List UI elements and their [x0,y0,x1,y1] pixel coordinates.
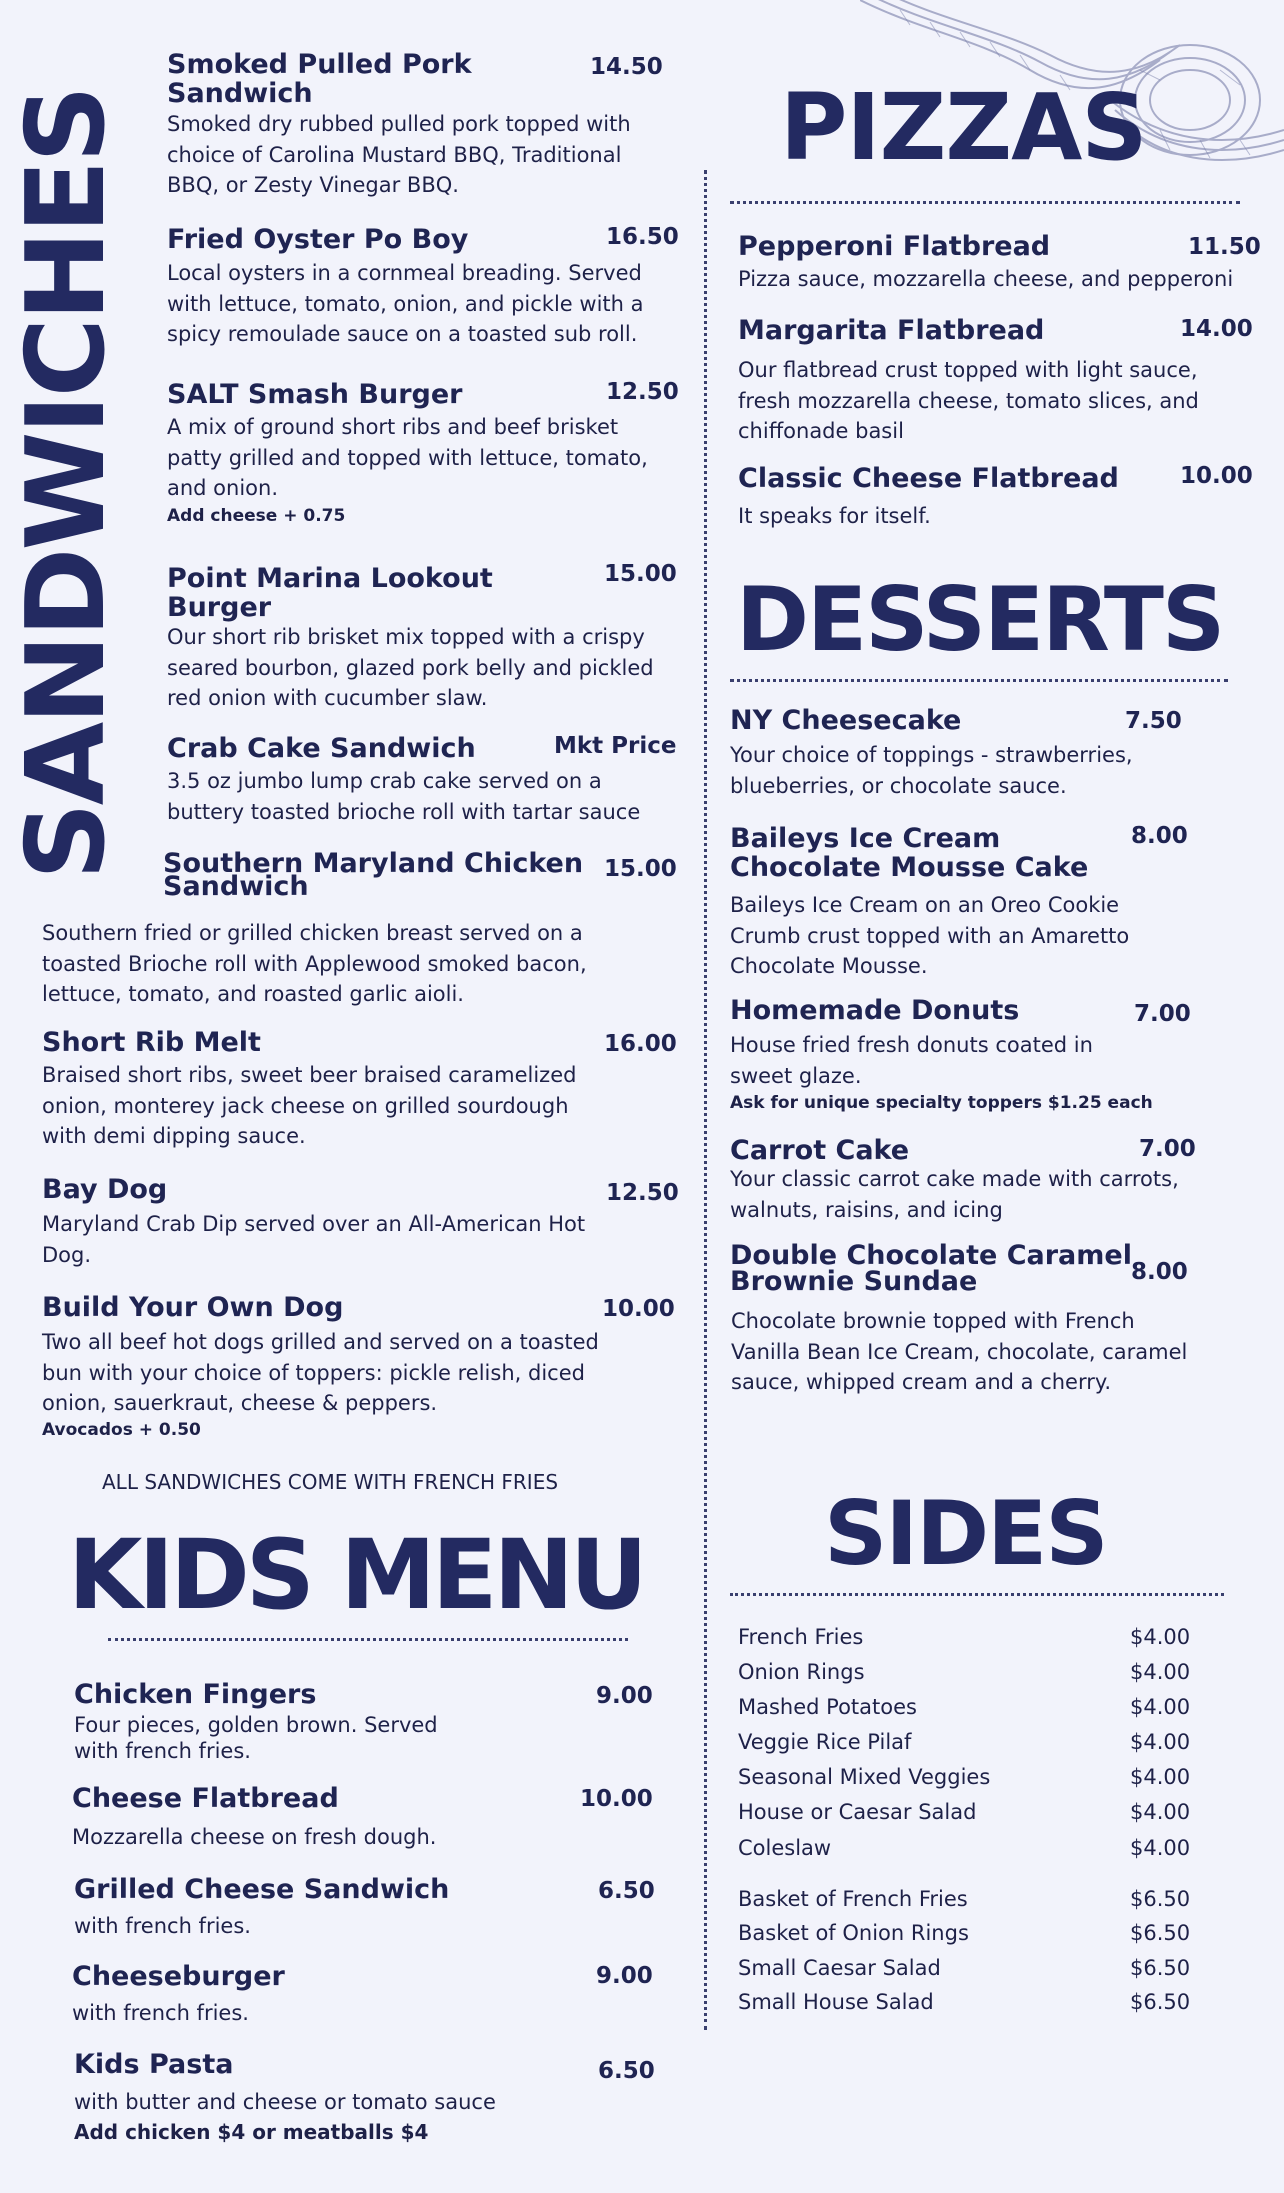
menu-item-name: Build Your Own Dog [42,1292,344,1323]
menu-item-name: Grilled Cheese Sandwich [74,1874,450,1905]
menu-item-desc: Our short rib brisket mix topped with a crispy seared bourbon, glazed pork belly and pickled red onion with cucumber slaw. [167,625,654,710]
menu-item-note: Add chicken $4 or meatballs $4 [74,2120,429,2144]
side-item-price: $4.00 [1130,1765,1191,1789]
menu-item-price: 12.50 [606,1180,679,1206]
menu-item-price: 9.00 [596,1683,653,1709]
desserts-divider [730,679,1228,682]
side-item-price: $4.00 [1130,1730,1191,1754]
side-item [738,1660,1208,1695]
menu-item-name: Bay Dog [42,1174,168,1205]
side-item-price: $6.50 [1130,1990,1191,2014]
menu-item-desc: Your classic carrot cake made with carrots, walnuts, raisins, and icing [730,1167,1179,1222]
sandwiches-heading: SANDWICHES [4,88,129,880]
side-item [738,1765,1208,1800]
menu-item-desc: Local oysters in a cornmeal breading. Served with lettuce, tomato, onion, and pickle with a spicy remoulade sauce on a toasted sub roll. [167,261,644,346]
side-item-price: $4.00 [1130,1660,1191,1684]
menu-item-name: Pepperoni Flatbread [738,231,1051,262]
side-item-name: House or Caesar Salad [738,1800,977,1824]
side-item-price: $4.00 [1130,1800,1191,1824]
menu-item-name: Margarita Flatbread [738,315,1045,346]
menu-item-desc: Baileys Ice Cream on an Oreo Cookie Crumb crust topped with an Amaretto Chocolate Mousse. [730,893,1130,978]
menu-item-desc: Braised short ribs, sweet beer braised caramelized onion, monterey jack cheese on grilled sourdough with demi dipping sauce. [42,1063,577,1148]
menu-item-desc: Southern fried or grilled chicken breast served on a toasted Brioche roll with Applewood smoked bacon, lettuce, tomato, and roasted garlic aioli. [42,921,587,1006]
pizzas-divider [730,201,1240,204]
menu-item-price: 7.50 [1125,708,1182,734]
side-item-name: Veggie Rice Pilaf [738,1730,912,1754]
menu-item-price: 7.00 [1139,1136,1196,1162]
menu-item-price: 16.50 [606,224,679,250]
menu-item-name: NY Cheesecake [730,705,962,736]
menu-item-price: 10.00 [580,1786,653,1812]
menu-item-desc: Our flatbread crust topped with light sauce, fresh mozzarella cheese, tomato slices, and chiffonade basil [738,358,1199,443]
side-item [738,1887,1208,1922]
menu-item-name: SALT Smash Burger [167,379,463,410]
menu-item-note: Ask for unique specialty toppers $1.25 each [730,1093,1153,1113]
menu-item-note: Avocados + 0.50 [42,1420,201,1440]
side-item [738,1695,1208,1730]
menu-item-desc: Mozzarella cheese on fresh dough. [72,1825,437,1849]
side-item [738,1730,1208,1765]
menu-item-name: Kids Pasta [74,2049,234,2080]
menu-item-price: 16.00 [604,1031,677,1057]
side-item [738,1625,1208,1660]
menu-item-desc: Four pieces, golden brown. Served with french fries. [74,1713,438,1763]
menu-item-price: 6.50 [598,2058,655,2084]
desserts-heading: DESSERTS [736,568,1224,671]
sides-heading: SIDES [824,1482,1107,1585]
menu-item-name: Chicken Fingers [74,1679,317,1710]
menu-item-price: 14.00 [1180,316,1253,342]
menu-item-price: 8.00 [1131,823,1188,849]
menu-item-name: Crab Cake Sandwich [167,733,476,764]
menu-item-price: 10.00 [602,1296,675,1322]
side-item-name: Onion Rings [738,1660,865,1684]
side-item-name: French Fries [738,1625,864,1649]
side-item [738,1800,1208,1835]
side-item-price: $6.50 [1130,1956,1191,1980]
menu-item-name: Fried Oyster Po Boy [167,224,469,255]
side-item-name: Small House Salad [738,1990,934,2014]
side-item [738,1956,1208,1991]
side-item-name: Mashed Potatoes [738,1695,917,1719]
side-item-price: $4.00 [1130,1625,1191,1649]
side-item-name: Basket of French Fries [738,1887,968,1911]
menu-item-price: 11.50 [1188,234,1261,260]
side-item [738,1836,1208,1871]
menu-item-price: 12.50 [606,379,679,405]
kids-menu-heading: KIDS MENU [68,1519,644,1631]
side-item-price: $4.00 [1130,1836,1191,1860]
menu-item-desc: It speaks for itself. [738,504,931,528]
menu-item-desc: 3.5 oz jumbo lump crab cake served on a buttery toasted brioche roll with tartar sauce [167,769,641,824]
menu-item-note: Add cheese + 0.75 [167,506,346,526]
menu-item-desc: with french fries. [72,2001,249,2025]
menu-item-price: 15.00 [604,856,677,882]
side-item-price: $4.00 [1130,1695,1191,1719]
menu-item-name: Baileys Ice Cream Chocolate Mousse Cake [730,823,1089,883]
side-item-name: Coleslaw [738,1836,832,1860]
menu-item-name: Cheeseburger [72,1961,285,1992]
side-item-price: $6.50 [1130,1887,1191,1911]
menu-item-name: Double Chocolate Caramel Brownie Sundae [730,1240,1132,1297]
menu-item-price: 15.00 [604,561,677,587]
menu-item-price: 14.50 [590,54,663,80]
menu-item-price: 9.00 [596,1963,653,1989]
menu-item-price: 8.00 [1131,1259,1188,1285]
menu-item-name: Carrot Cake [730,1135,910,1166]
kids-divider [108,1638,628,1641]
menu-item-price: 6.50 [598,1878,655,1904]
menu-item-name: Cheese Flatbread [72,1783,339,1814]
side-item [738,1990,1208,2025]
menu-item-desc: House fried fresh donuts coated in sweet glaze. [730,1033,1093,1088]
menu-item-price: Mkt Price [554,733,677,759]
menu-item-price: 10.00 [1180,463,1253,489]
sandwiches-footer-note: ALL SANDWICHES COME WITH FRENCH FRIES [102,1470,559,1494]
menu-item-desc: A mix of ground short ribs and beef brisket patty grilled and topped with lettuce, tomato, and onion. [167,415,648,500]
menu-item-name: Smoked Pulled Pork Sandwich [167,49,472,109]
side-item-price: $6.50 [1130,1921,1191,1945]
side-item-name: Small Caesar Salad [738,1956,941,1980]
menu-item-desc: Chocolate brownie topped with French Vanilla Bean Ice Cream, chocolate, caramel sauce, whipped cream and a cherry. [731,1309,1188,1394]
sides-divider [730,1593,1224,1596]
menu-item-desc: Smoked dry rubbed pulled pork topped with choice of Carolina Mustard BBQ, Traditional BBQ, or Zesty Vinegar BBQ. [167,112,631,197]
menu-item-desc: Two all beef hot dogs grilled and served on a toasted bun with your choice of toppers: pickle relish, diced onion, sauerkraut, cheese & peppers. [42,1330,599,1415]
menu-item-name: Point Marina Lookout Burger [167,563,493,623]
menu-item-name: Homemade Donuts [730,995,1020,1026]
column-divider [704,170,707,2030]
menu-item-desc: Your choice of toppings - strawberries, blueberries, or chocolate sauce. [730,743,1133,798]
menu-item-desc: with butter and cheese or tomato sauce [74,2090,496,2114]
menu-item-desc: Pizza sauce, mozzarella cheese, and pepperoni [738,267,1234,291]
menu-item-name: Southern Maryland Chicken Sandwich [163,848,584,902]
menu-item-price: 7.00 [1134,1001,1191,1027]
side-item [738,1921,1208,1956]
pizzas-heading: PIZZAS [780,74,1147,181]
menu-item-desc: with french fries. [74,1914,251,1938]
menu-item-desc: Maryland Crab Dip served over an All-American Hot Dog. [42,1212,586,1267]
side-item-name: Basket of Onion Rings [738,1921,969,1945]
side-item-name: Seasonal Mixed Veggies [738,1765,991,1789]
menu-item-name: Classic Cheese Flatbread [738,463,1119,494]
menu-item-name: Short Rib Melt [42,1027,261,1058]
